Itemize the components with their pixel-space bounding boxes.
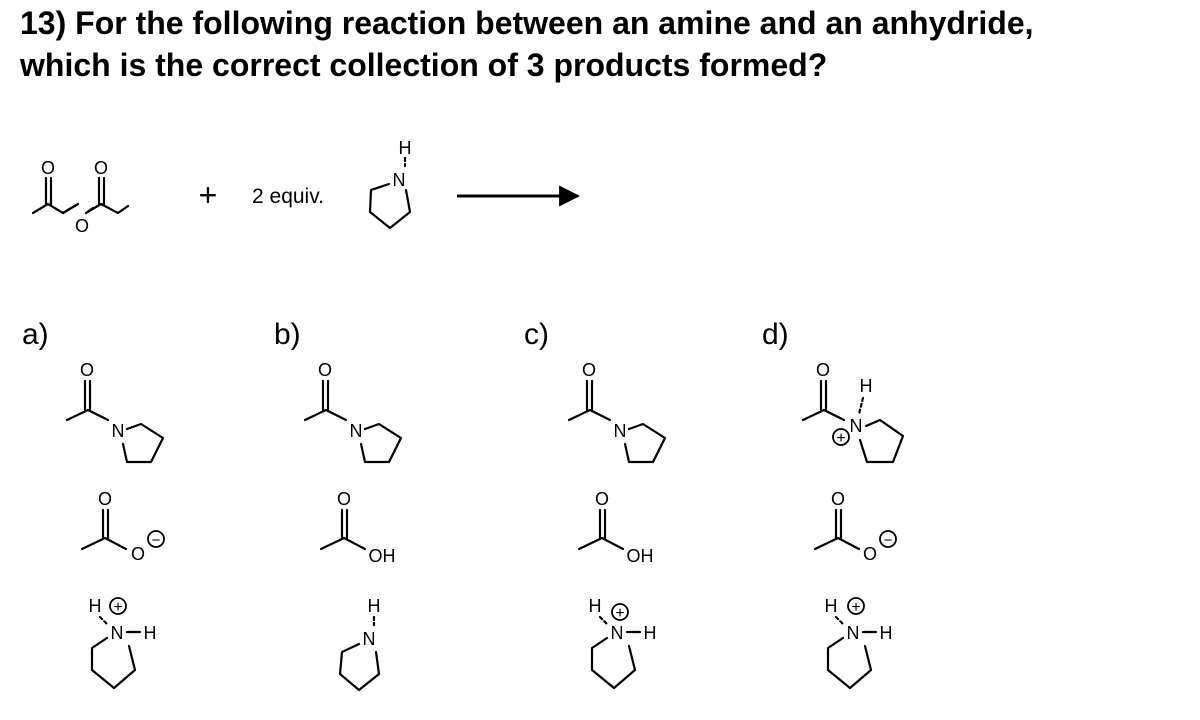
question-line-1: 13) For the following reaction between an amine and an anhydride, <box>20 5 1034 41</box>
acetate-anion-structure <box>815 489 896 564</box>
atom-o: O <box>815 360 831 380</box>
atom-n: N <box>362 629 376 649</box>
acetylpyrrolidine-structure <box>67 360 163 462</box>
atom-n: N <box>849 416 863 436</box>
option-b-label[interactable]: b) <box>274 318 301 351</box>
atom-h: H <box>859 376 873 396</box>
option-c[interactable] <box>569 360 665 688</box>
plus-charge: + <box>851 599 861 616</box>
question-line-2: which is the correct collection of 3 products formed? <box>20 47 828 83</box>
atom-n: N <box>111 421 125 441</box>
pyrrolidinium-structure <box>89 596 157 688</box>
option-c-label[interactable]: c) <box>524 318 549 351</box>
atom-o: O <box>40 158 56 178</box>
pyrrolidinium-structure <box>825 596 893 688</box>
atom-n: N <box>846 623 860 643</box>
atom-o: O <box>581 360 597 380</box>
atom-o-negative: O <box>862 544 878 564</box>
plus-sign: + <box>198 177 218 213</box>
atom-o-negative: O <box>130 544 146 564</box>
acetylpyrrolidinium-structure <box>803 360 903 462</box>
atom-o: O <box>93 158 109 178</box>
plus-charge: + <box>113 599 123 616</box>
atom-o: O <box>336 489 352 509</box>
atom-n: N <box>349 421 363 441</box>
atom-o: O <box>830 489 846 509</box>
atom-o: O <box>74 216 90 236</box>
minus-charge: − <box>883 532 893 549</box>
pyrrolidine-reactant <box>370 138 412 228</box>
plus-charge: + <box>615 605 625 622</box>
acetic-acid-structure <box>579 489 654 566</box>
option-b[interactable] <box>305 360 401 690</box>
option-d[interactable] <box>803 360 903 688</box>
atom-h: H <box>367 596 381 616</box>
atom-h: H <box>643 623 657 643</box>
atom-n: N <box>110 623 124 643</box>
option-a-label[interactable]: a) <box>22 318 49 351</box>
atom-h: H <box>143 623 157 643</box>
atom-h: H <box>824 596 838 616</box>
plus-charge: + <box>836 430 846 447</box>
minus-charge: − <box>151 532 161 549</box>
hydroxyl-oh: OH <box>368 546 396 566</box>
atom-o: O <box>594 489 610 509</box>
atom-h: H <box>588 596 602 616</box>
option-a[interactable] <box>67 360 164 688</box>
equiv-label: 2 equiv. <box>252 185 324 208</box>
atom-h: H <box>398 138 412 158</box>
atom-o: O <box>79 360 95 380</box>
hydroxyl-oh: OH <box>626 546 654 566</box>
option-d-label[interactable]: d) <box>762 318 789 351</box>
acetylpyrrolidine-structure <box>569 360 665 462</box>
acetylpyrrolidine-structure <box>305 360 401 462</box>
atom-h: H <box>879 623 893 643</box>
pyrrolidine-structure <box>340 596 381 690</box>
acetic-acid-structure <box>321 489 396 566</box>
atom-h: H <box>88 596 102 616</box>
atom-n: N <box>613 421 627 441</box>
acetic-anhydride-structure <box>33 158 128 236</box>
atom-o: O <box>97 489 113 509</box>
pyrrolidinium-structure <box>589 596 657 688</box>
atom-n: N <box>392 170 406 190</box>
acetate-anion-structure <box>82 489 164 564</box>
atom-n: N <box>610 623 624 643</box>
atom-o: O <box>317 360 333 380</box>
